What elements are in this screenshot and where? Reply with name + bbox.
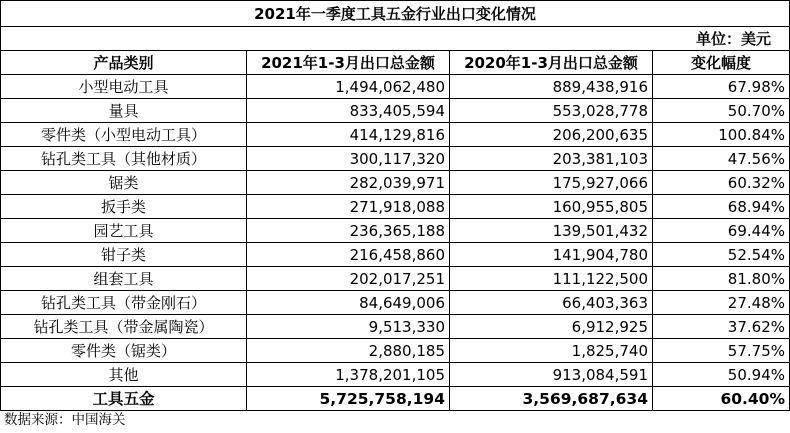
table-row bbox=[1, 363, 790, 387]
total-change: 60.40% bbox=[653, 387, 790, 411]
table-row bbox=[1, 339, 790, 363]
row-change: 100.84% bbox=[653, 123, 790, 147]
row-2021-value: 84,649,006 bbox=[247, 291, 450, 315]
row-2021-value: 202,017,251 bbox=[247, 267, 450, 291]
total-category: 工具五金 bbox=[1, 387, 247, 411]
row-2020-value: 111,122,500 bbox=[450, 267, 653, 291]
table-row bbox=[1, 171, 790, 195]
row-category: 钻孔类工具（其他材质） bbox=[1, 147, 247, 171]
row-category: 园艺工具 bbox=[1, 219, 247, 243]
row-2021-value: 271,918,088 bbox=[247, 195, 450, 219]
table-row bbox=[1, 195, 790, 219]
total-2020-value: 3,569,687,634 bbox=[450, 387, 653, 411]
row-change: 60.32% bbox=[653, 171, 790, 195]
unit-label: 单位：美元 bbox=[1, 27, 790, 51]
row-2021-value: 2,880,185 bbox=[247, 339, 450, 363]
header-2020: 2020年1-3月出口总金额 bbox=[450, 51, 653, 75]
row-2021-value: 300,117,320 bbox=[247, 147, 450, 171]
header-2021: 2021年1-3月出口总金额 bbox=[247, 51, 450, 75]
row-category: 零件类（小型电动工具） bbox=[1, 123, 247, 147]
row-2021-value: 9,513,330 bbox=[247, 315, 450, 339]
row-change: 68.94% bbox=[653, 195, 790, 219]
row-2020-value: 66,403,363 bbox=[450, 291, 653, 315]
row-2021-value: 282,039,971 bbox=[247, 171, 450, 195]
table-row bbox=[1, 315, 790, 339]
row-category: 钻孔类工具（带金刚石） bbox=[1, 291, 247, 315]
row-2020-value: 160,955,805 bbox=[450, 195, 653, 219]
unit-row bbox=[1, 27, 790, 51]
table-row bbox=[1, 243, 790, 267]
table-row bbox=[1, 291, 790, 315]
title-row bbox=[1, 1, 790, 27]
header-category: 产品类别 bbox=[1, 51, 247, 75]
table-row bbox=[1, 147, 790, 171]
table-row bbox=[1, 99, 790, 123]
total-row bbox=[1, 387, 790, 411]
row-2020-value: 913,084,591 bbox=[450, 363, 653, 387]
row-2021-value: 414,129,816 bbox=[247, 123, 450, 147]
row-2020-value: 1,825,740 bbox=[450, 339, 653, 363]
row-change: 47.56% bbox=[653, 147, 790, 171]
table-row bbox=[1, 123, 790, 147]
row-change: 37.62% bbox=[653, 315, 790, 339]
row-category: 扳手类 bbox=[1, 195, 247, 219]
row-2021-value: 1,494,062,480 bbox=[247, 75, 450, 99]
row-category: 钳子类 bbox=[1, 243, 247, 267]
row-2020-value: 175,927,066 bbox=[450, 171, 653, 195]
row-category: 钻孔类工具（带金属陶瓷） bbox=[1, 315, 247, 339]
row-2020-value: 206,200,635 bbox=[450, 123, 653, 147]
row-2020-value: 6,912,925 bbox=[450, 315, 653, 339]
row-change: 27.48% bbox=[653, 291, 790, 315]
row-change: 50.94% bbox=[653, 363, 790, 387]
row-2020-value: 889,438,916 bbox=[450, 75, 653, 99]
data-source-note: 数据来源：中国海关 bbox=[4, 412, 126, 428]
row-change: 67.98% bbox=[653, 75, 790, 99]
row-category: 其他 bbox=[1, 363, 247, 387]
table-row bbox=[1, 219, 790, 243]
row-change: 57.75% bbox=[653, 339, 790, 363]
row-category: 组套工具 bbox=[1, 267, 247, 291]
table-title: 2021年一季度工具五金行业出口变化情况 bbox=[1, 1, 790, 27]
row-2021-value: 833,405,594 bbox=[247, 99, 450, 123]
row-change: 69.44% bbox=[653, 219, 790, 243]
row-2020-value: 553,028,778 bbox=[450, 99, 653, 123]
row-2020-value: 203,381,103 bbox=[450, 147, 653, 171]
row-category: 锯类 bbox=[1, 171, 247, 195]
row-2020-value: 141,904,780 bbox=[450, 243, 653, 267]
row-change: 50.70% bbox=[653, 99, 790, 123]
row-change: 52.54% bbox=[653, 243, 790, 267]
row-change: 81.80% bbox=[653, 267, 790, 291]
table-row bbox=[1, 267, 790, 291]
row-category: 零件类（锯类） bbox=[1, 339, 247, 363]
row-2021-value: 236,365,188 bbox=[247, 219, 450, 243]
row-2020-value: 139,501,432 bbox=[450, 219, 653, 243]
total-2021-value: 5,725,758,194 bbox=[247, 387, 450, 411]
header-row bbox=[1, 51, 790, 75]
row-2021-value: 1,378,201,105 bbox=[247, 363, 450, 387]
row-category: 小型电动工具 bbox=[1, 75, 247, 99]
row-category: 量具 bbox=[1, 99, 247, 123]
header-change: 变化幅度 bbox=[653, 51, 790, 75]
row-2021-value: 216,458,860 bbox=[247, 243, 450, 267]
table-row bbox=[1, 75, 790, 99]
